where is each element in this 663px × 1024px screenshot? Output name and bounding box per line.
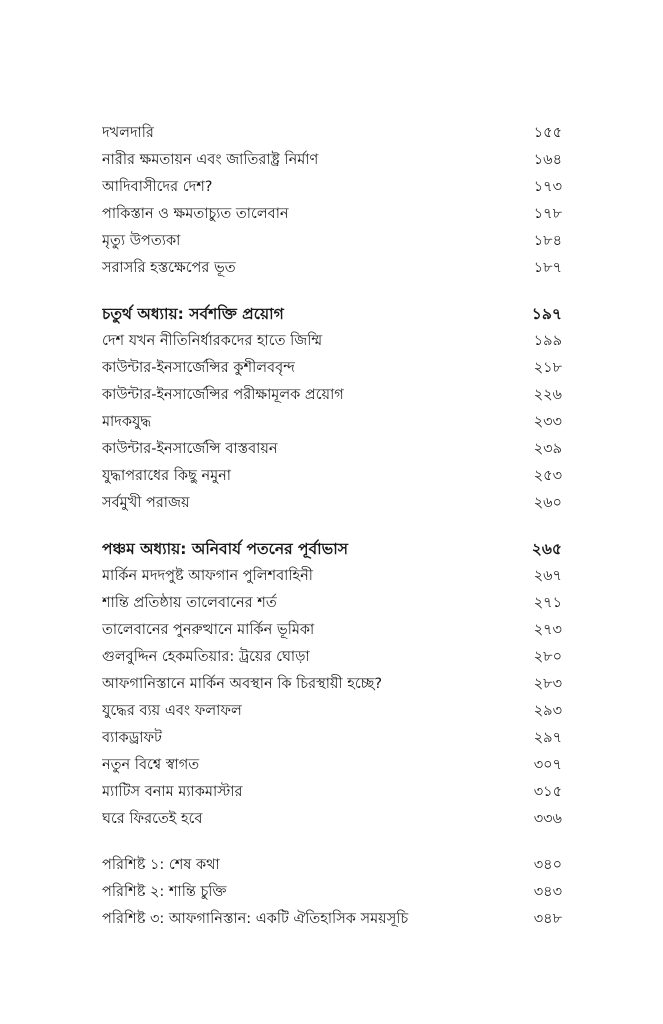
toc-entry[interactable] — [102, 563, 562, 590]
toc-entry-title: কাউন্টার-ইনসার্জেন্সি বাস্তবায়ন — [102, 441, 278, 457]
spacer — [102, 833, 562, 852]
toc-entry-title: ব্যাকড্রাফট — [102, 730, 162, 746]
toc-entry[interactable] — [102, 255, 562, 282]
toc-entry-title: তালেবানের পুনরুত্থানে মার্কিন ভূমিকা — [102, 622, 315, 638]
toc-entry-title: গুলবুদ্দিন হেকমতিয়ার: ট্রয়ের ঘোড়া — [102, 649, 310, 665]
toc-entry[interactable] — [102, 174, 562, 201]
toc-entry-page: ১৮৪ — [533, 233, 562, 249]
chapter-page: ১৯৭ — [531, 305, 562, 323]
toc-entry[interactable] — [102, 328, 562, 355]
toc-entry-page: ২৭৩ — [533, 622, 562, 638]
toc-entry-page: ২২৬ — [533, 387, 562, 403]
chapter-title: চতুর্থ অধ্যায়: সর্বশক্তি প্রয়োগ — [102, 305, 284, 323]
toc-entry-page: ২৯৩ — [533, 703, 562, 719]
toc-entry[interactable] — [102, 698, 562, 725]
toc-entry-title: কাউন্টার-ইনসার্জেন্সির পরীক্ষামূলক প্রয়োগ — [102, 387, 344, 403]
toc-entry-title: নতুন বিশ্বে স্বাগত — [102, 757, 200, 773]
toc-entry-page: ২৩৩ — [533, 414, 562, 430]
toc-entry-page: ১৮৭ — [533, 260, 562, 276]
appendix-entry[interactable] — [102, 879, 562, 906]
appendix-page: ৩৪৩ — [533, 884, 562, 900]
appendix-title: পরিশিষ্ট ২: শান্তি চুক্তি — [102, 884, 227, 900]
toc-entry-title: দেশ যখন নীতিনির্ধারকদের হাতে জিম্মি — [102, 333, 323, 349]
toc-entry-title: যুদ্ধের ব্যয় এবং ফলাফল — [102, 703, 242, 719]
toc-entry-title: আদিবাসীদের দেশ? — [102, 179, 213, 195]
toc-entry-title: যুদ্ধাপরাধের কিছু নমুনা — [102, 468, 232, 484]
toc-entry[interactable] — [102, 382, 562, 409]
toc-entry-title: মৃত্যু উপত্যকা — [102, 233, 181, 249]
appendix-entry[interactable] — [102, 906, 562, 933]
toc-entry-title: মার্কিন মদদপুষ্ট আফগান পুলিশবাহিনী — [102, 568, 313, 584]
spacer — [102, 517, 562, 536]
toc-entry-page: ২৫৩ — [533, 468, 562, 484]
toc-entry[interactable] — [102, 779, 562, 806]
toc-entry-page: ২৮৩ — [533, 676, 562, 692]
toc-entry[interactable] — [102, 490, 562, 517]
spacer — [102, 282, 562, 301]
toc-entry-page: ২১৮ — [533, 360, 562, 376]
toc-entry-title: দখলদারি — [102, 125, 154, 141]
toc-entry-title: মাদকযুদ্ধ — [102, 414, 152, 430]
appendix-page: ৩৪৮ — [533, 911, 562, 927]
toc-entry-title: নারীর ক্ষমতায়ন এবং জাতিরাষ্ট্র নির্মাণ — [102, 152, 319, 168]
appendix-title: পরিশিষ্ট ৩: আফগানিস্তান: একটি ঐতিহাসিক সময়সূচি — [102, 911, 409, 927]
appendix-entry[interactable] — [102, 852, 562, 879]
toc-entry[interactable] — [102, 436, 562, 463]
appendices-section — [102, 852, 562, 933]
toc-entry-page: ১৭৩ — [533, 179, 562, 195]
toc-entry-title: ম্যাটিস বনাম ম্যাকমাস্টার — [102, 784, 243, 800]
toc-entry-title: সর্বমুখী পরাজয় — [102, 495, 190, 511]
toc-entry-title: আফগানিস্তানে মার্কিন অবস্থান কি চিরস্থায়ী হচ্ছে? — [102, 676, 383, 692]
toc-entry[interactable] — [102, 617, 562, 644]
chapter-heading[interactable] — [102, 536, 562, 563]
toc-entry[interactable] — [102, 671, 562, 698]
toc-entry[interactable] — [102, 120, 562, 147]
toc-entry[interactable] — [102, 228, 562, 255]
toc-entry-page: ২৯৭ — [533, 730, 562, 746]
toc-entry[interactable] — [102, 355, 562, 382]
chapter-title: পঞ্চম অধ্যায়: অনিবার্য পতনের পূর্বাভাস — [102, 540, 348, 558]
appendix-page: ৩৪০ — [533, 857, 562, 873]
toc-entry-page: ৩৩৬ — [533, 811, 562, 827]
toc-entry-page: ২৬৭ — [533, 568, 562, 584]
toc-entry[interactable] — [102, 725, 562, 752]
toc-entry-title: শান্তি প্রতিষ্ঠায় তালেবানের শর্ত — [102, 595, 277, 611]
toc-entry[interactable] — [102, 806, 562, 833]
chapter-page: ২৬৫ — [531, 540, 562, 558]
toc-entry[interactable] — [102, 752, 562, 779]
toc-entry-page: ১৬৪ — [533, 152, 562, 168]
toc-entry[interactable] — [102, 644, 562, 671]
chapter-heading[interactable] — [102, 301, 562, 328]
toc-entry-page: ২৩৯ — [533, 441, 562, 457]
table-of-contents — [102, 120, 562, 933]
toc-entry-page: ৩০৭ — [533, 757, 562, 773]
appendix-title: পরিশিষ্ট ১: শেষ কথা — [102, 857, 220, 873]
toc-entry[interactable] — [102, 409, 562, 436]
toc-entry-page: ২৬০ — [533, 495, 562, 511]
toc-entry-page: ২৮০ — [533, 649, 562, 665]
toc-entry-title: কাউন্টার-ইনসার্জেন্সির কুশীলববৃন্দ — [102, 360, 295, 376]
chapter-5-section — [102, 536, 562, 833]
toc-entry[interactable] — [102, 463, 562, 490]
chapter-4-section — [102, 301, 562, 517]
toc-entry-title: ঘরে ফিরতেই হবে — [102, 811, 203, 827]
toc-entry-page: ২৭১ — [533, 595, 562, 611]
toc-entry-title: পাকিস্তান ও ক্ষমতাচ্যুত তালেবান — [102, 206, 289, 222]
continued-entries — [102, 120, 562, 282]
toc-entry[interactable] — [102, 590, 562, 617]
toc-entry-page: ৩১৫ — [533, 784, 562, 800]
toc-entry-page: ১৭৮ — [533, 206, 562, 222]
toc-entry-page: ১৫৫ — [533, 125, 562, 141]
toc-entry-title: সরাসরি হস্তক্ষেপের ভূত — [102, 260, 236, 276]
toc-entry-page: ১৯৯ — [533, 333, 562, 349]
toc-entry[interactable] — [102, 201, 562, 228]
toc-entry[interactable] — [102, 147, 562, 174]
